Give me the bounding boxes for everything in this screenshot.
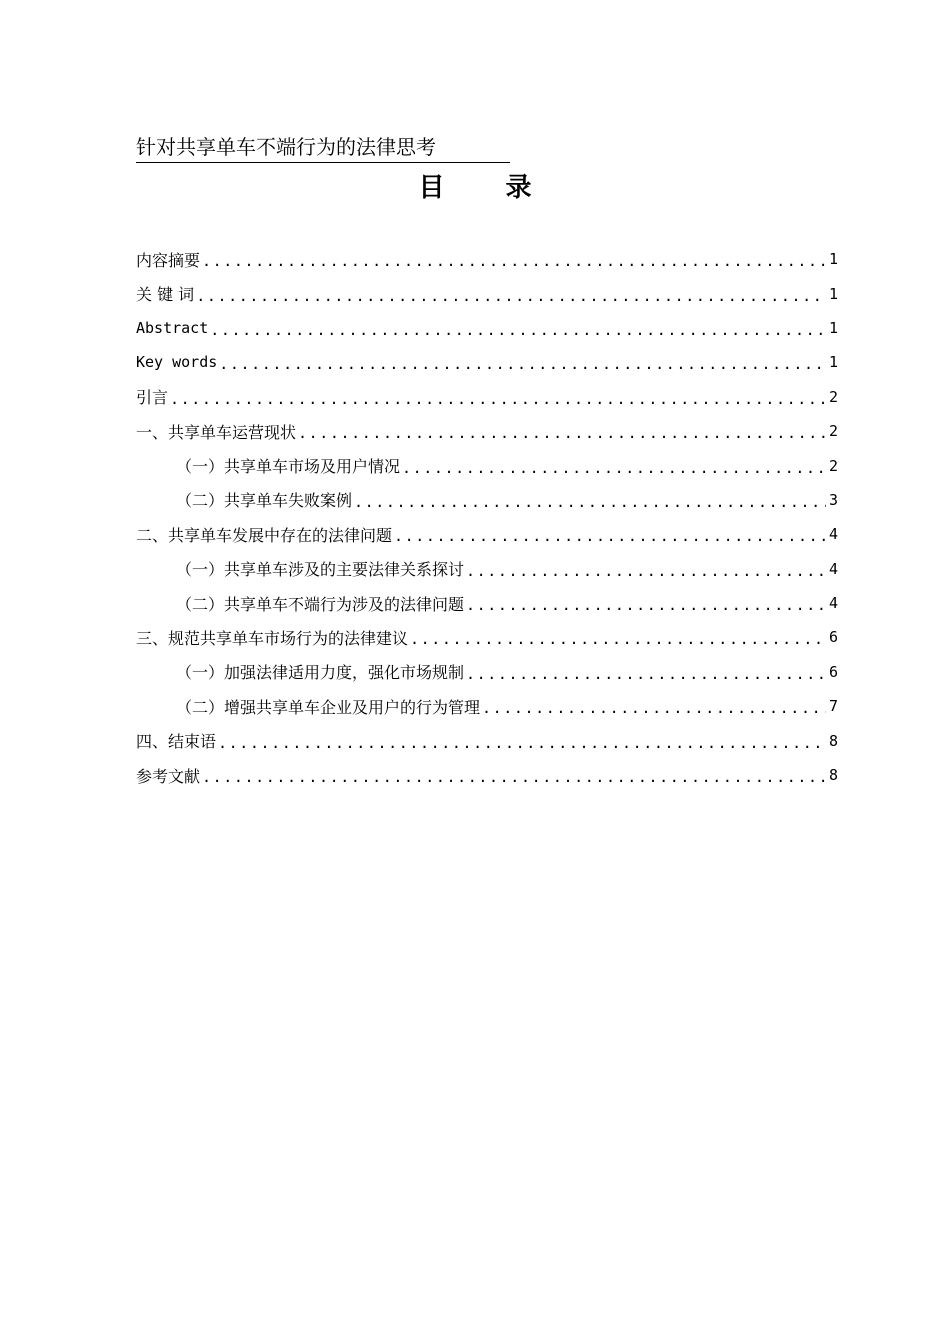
toc-dot-leader [170, 391, 826, 407]
toc-entry-introduction[interactable] [136, 380, 838, 414]
toc-entry-page: 1 [828, 353, 838, 372]
toc-entry-page: 8 [828, 766, 838, 785]
toc-dot-leader [402, 460, 826, 476]
toc-entry-label: 二、共享单车发展中存在的法律问题 [136, 525, 393, 545]
toc-entry-label: （一）加强法律适用力度，强化市场规制 [176, 663, 465, 683]
toc-entry-label: 引言 [136, 388, 169, 408]
toc-list [136, 242, 838, 792]
toc-entry-section-1-1[interactable] [136, 448, 838, 482]
toc-entry-page: 2 [828, 422, 838, 441]
toc-dot-leader [482, 700, 826, 716]
toc-entry-page: 3 [828, 490, 838, 509]
toc-entry-section-2[interactable] [136, 517, 838, 551]
toc-entry-label: （一）共享单车涉及的主要法律关系探讨 [176, 560, 465, 580]
toc-entry-label: 关 键 词 [136, 285, 195, 305]
toc-entry-page: 6 [828, 662, 838, 681]
toc-entry-page: 1 [828, 284, 838, 303]
toc-entry-references[interactable] [136, 758, 838, 792]
toc-dot-leader [466, 666, 826, 682]
toc-entry-page: 6 [828, 628, 838, 647]
toc-entry-section-3-1[interactable] [136, 655, 838, 689]
toc-entry-section-2-1[interactable] [136, 552, 838, 586]
toc-entry-section-3-2[interactable] [136, 689, 838, 723]
toc-entry-abstract-en[interactable] [136, 311, 838, 345]
toc-dot-leader [219, 356, 826, 372]
toc-entry-page: 2 [828, 456, 838, 475]
toc-entry-page: 8 [828, 731, 838, 750]
toc-entry-keywords-cn[interactable] [136, 276, 838, 310]
toc-dot-leader [298, 425, 826, 441]
toc-entry-label: （二）共享单车不端行为涉及的法律问题 [176, 594, 465, 614]
toc-entry-section-3[interactable] [136, 620, 838, 654]
toc-entry-keywords-en[interactable] [136, 345, 838, 379]
toc-dot-leader [466, 597, 826, 613]
toc-entry-section-4[interactable] [136, 723, 838, 757]
toc-entry-page: 4 [828, 594, 838, 613]
toc-entry-label: 内容摘要 [136, 250, 201, 270]
toc-entry-label: 四、结束语 [136, 732, 217, 752]
toc-entry-abstract-cn[interactable] [136, 242, 838, 276]
toc-entry-label: （二）共享单车失败案例 [176, 491, 353, 511]
toc-entry-page: 2 [828, 387, 838, 406]
running-header-title: 针对共享单车不端行为的法律思考 [136, 132, 510, 163]
toc-entry-page: 7 [828, 697, 838, 716]
toc-dot-leader [202, 769, 826, 785]
toc-entry-section-2-2[interactable] [136, 586, 838, 620]
toc-entry-label: 三、规范共享单车市场行为的法律建议 [136, 628, 409, 648]
toc-dot-leader [218, 735, 826, 751]
toc-dot-leader [196, 288, 826, 304]
toc-dot-leader [210, 322, 826, 338]
toc-entry-page: 4 [828, 559, 838, 578]
toc-entry-section-1-2[interactable] [136, 483, 838, 517]
toc-entry-label: Key words [136, 353, 218, 372]
toc-dot-leader [410, 631, 826, 647]
toc-entry-label: （一）共享单车市场及用户情况 [176, 457, 401, 477]
toc-dot-leader [466, 563, 826, 579]
toc-dot-leader [394, 528, 826, 544]
toc-entry-page: 4 [828, 525, 838, 544]
toc-dot-leader [354, 494, 826, 510]
toc-title: 目 录 [418, 173, 558, 203]
toc-entry-label: Abstract [136, 318, 209, 337]
toc-entry-section-1[interactable] [136, 414, 838, 448]
toc-entry-label: 参考文献 [136, 766, 201, 786]
toc-entry-label: （二）增强共享单车企业及用户的行为管理 [176, 697, 481, 717]
toc-entry-label: 一、共享单车运营现状 [136, 422, 297, 442]
toc-dot-leader [202, 253, 826, 269]
toc-entry-page: 1 [828, 250, 838, 269]
toc-entry-page: 1 [828, 318, 838, 337]
